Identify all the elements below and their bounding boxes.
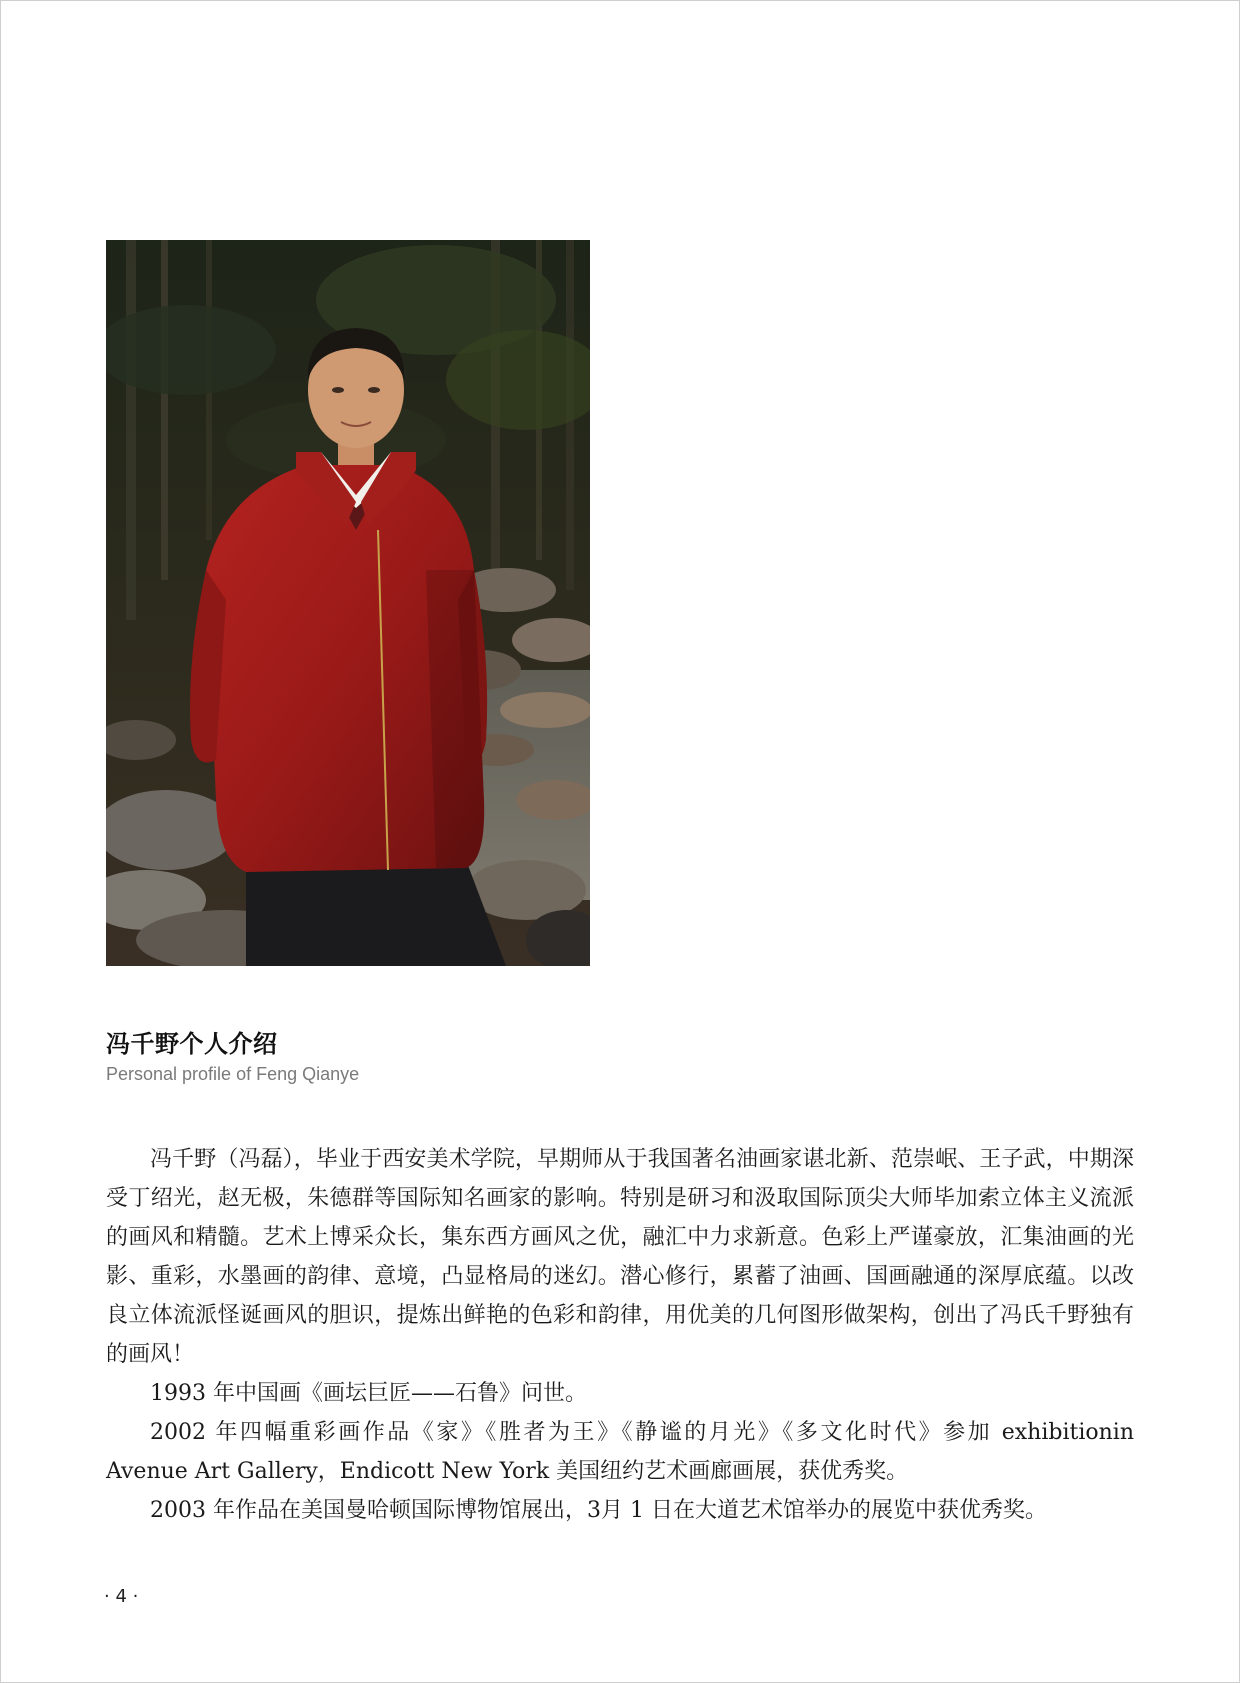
page-number: · 4 · — [104, 1586, 139, 1607]
paragraph-2003: 2003 年作品在美国曼哈顿国际博物馆展出，3月 1 日在大道艺术馆举办的展览中获优秀奖。 — [150, 1498, 1047, 1523]
profile-title: 冯千野个人介绍 — [106, 1030, 278, 1058]
profile-subtitle: Personal profile of Feng Qianye — [106, 1064, 360, 1084]
portrait-photo — [106, 240, 590, 966]
paragraph-1993: 1993 年中国画《画坛巨匠——石鲁》问世。 — [150, 1381, 587, 1406]
profile-body — [106, 1140, 1134, 1530]
paragraph-bio: 冯千野（冯磊），毕业于西安美术学院，早期师从于我国著名油画家谌北新、范崇岷、王子武，中期深受丁绍光，赵无极，朱德群等国际知名画家的影响。特别是研习和汲取国际顶尖大师毕加索立体主义流派的画风和精髓。艺术上博采众长，集东西方画风之优，融汇中力求新意。色彩上严谨豪放，汇集油画的光影、重彩，水墨画的韵律、意境，凸显格局的迷幻。潜心修行，累蓄了油画、国画融通的深厚底蕴。以改良立体流派怪诞画风的胆识，提炼出鲜艳的色彩和韵律，用优美的几何图形做架构，创出了冯氏千野独有的画风！ — [106, 1147, 1134, 1367]
paragraph-2002: 2002 年四幅重彩画作品《家》《胜者为王》《静谧的月光》《多文化时代》参加 exhibitionin Avenue Art Gallery，Endicott New York 美国纽约艺术画廊画展，获优秀奖。 — [106, 1420, 1134, 1484]
